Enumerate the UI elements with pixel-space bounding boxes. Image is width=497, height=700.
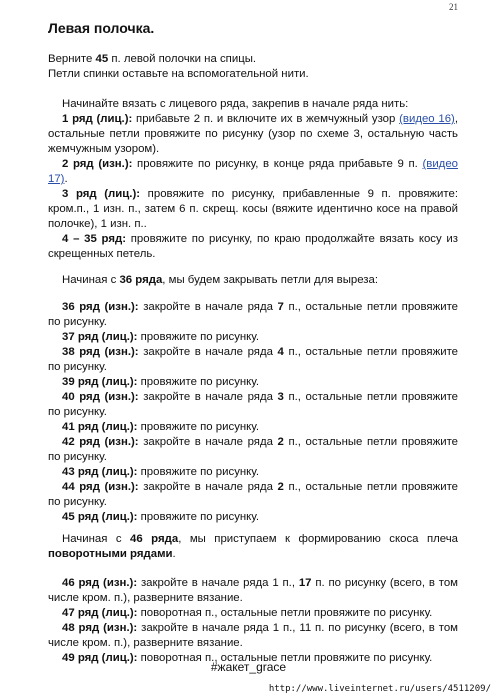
- neck-rows-block: [48, 300, 458, 525]
- row-40: 40 ряд (изн.): закройте в начале ряда 3 п., остальные петли провяжите по рисунку.: [48, 391, 458, 418]
- row-1: 1 ряд (лиц.): прибавьте 2 п. и включите их в жемчужный узор (видео 16), остальные петли провяжите по рисунку (узор по схеме 3, остальную часть жемчужным узором).: [48, 113, 459, 155]
- rows-1-35-block: [48, 97, 458, 262]
- row-47: 47 ряд (лиц.): поворотная п., остальные петли провяжите по рисунку.: [62, 607, 433, 619]
- row-4-35: 4 – 35 ряд: провяжите по рисунку, по краю продолжайте вязать косу из скрещенных петель.: [48, 233, 458, 260]
- row-46: 46 ряд (изн.): закройте в начале ряда 1 п., 17 п. по рисунку (всего, в том числе кром. п.), разверните вязание.: [48, 577, 459, 604]
- row-44: 44 ряд (изн.): закройте в начале ряда 2 п., остальные петли провяжите по рисунку.: [48, 481, 458, 508]
- page-number: 21: [449, 2, 458, 12]
- row-42: 42 ряд (изн.): закройте в начале ряда 2 п., остальные петли провяжите по рисунку.: [48, 436, 458, 463]
- row-39: 39 ряд (лиц.): провяжите по рисунку.: [62, 376, 260, 388]
- section-title: Левая полочка.: [48, 20, 155, 36]
- video-17-link[interactable]: (видео 17): [48, 158, 458, 185]
- shoulder-rows-block: [48, 576, 458, 666]
- row-38: 38 ряд (изн.): закройте в начале ряда 4 п., остальные петли провяжите по рисунку.: [48, 346, 458, 373]
- hashtag-footer: #жакет_grace: [210, 660, 287, 674]
- row-37: 37 ряд (лиц.): провяжите по рисунку.: [62, 331, 260, 343]
- row-49: 49 ряд (лиц.): поворотная п., остальные петли провяжите по рисунку.: [62, 652, 433, 664]
- intro-line-1: Верните 45 п. левой полочки на спицы.: [48, 53, 257, 65]
- intro-block: [48, 52, 458, 82]
- row-36: 36 ряд (изн.): закройте в начале ряда 7 п., остальные петли провяжите по рисунку.: [48, 301, 458, 328]
- video-16-link[interactable]: (видео 16): [399, 113, 455, 125]
- row-41: 41 ряд (лиц.): провяжите по рисунку.: [62, 421, 260, 433]
- intro-line-2: Петли спинки оставьте на вспомогательной нити.: [48, 68, 309, 80]
- row-45: 45 ряд (лиц.): провяжите по рисунку.: [62, 511, 260, 523]
- row-43: 43 ряд (лиц.): провяжите по рисунку.: [62, 466, 260, 478]
- row-2: 2 ряд (изн.): провяжите по рисунку, в конце ряда прибавьте 9 п. (видео 17).: [48, 158, 458, 185]
- row-48: 48 ряд (изн.): закройте в начале ряда 1 п., 11 п. по рисунку (всего, в том числе кром. п.), разверните вязание.: [48, 622, 458, 649]
- row-3: 3 ряд (лиц.): провяжите по рисунку, прибавленные 9 п. провяжите: кром.п., 1 изн. п., затем 6 п. скрещ. косы (вяжите идентично косе на правой полочке), 1 изн. п..: [48, 188, 458, 230]
- shoulder-intro: Начиная с 46 ряда, мы приступаем к формированию скоса плеча поворотными рядами.: [48, 533, 458, 560]
- neck-intro: Начиная с 36 ряда, мы будем закрывать петли для выреза:: [62, 274, 379, 286]
- start-instruction: Начинайте вязать с лицевого ряда, закрепив в начале ряда нить:: [62, 98, 409, 110]
- source-url: http://www.liveinternet.ru/users/4511209/: [268, 684, 491, 694]
